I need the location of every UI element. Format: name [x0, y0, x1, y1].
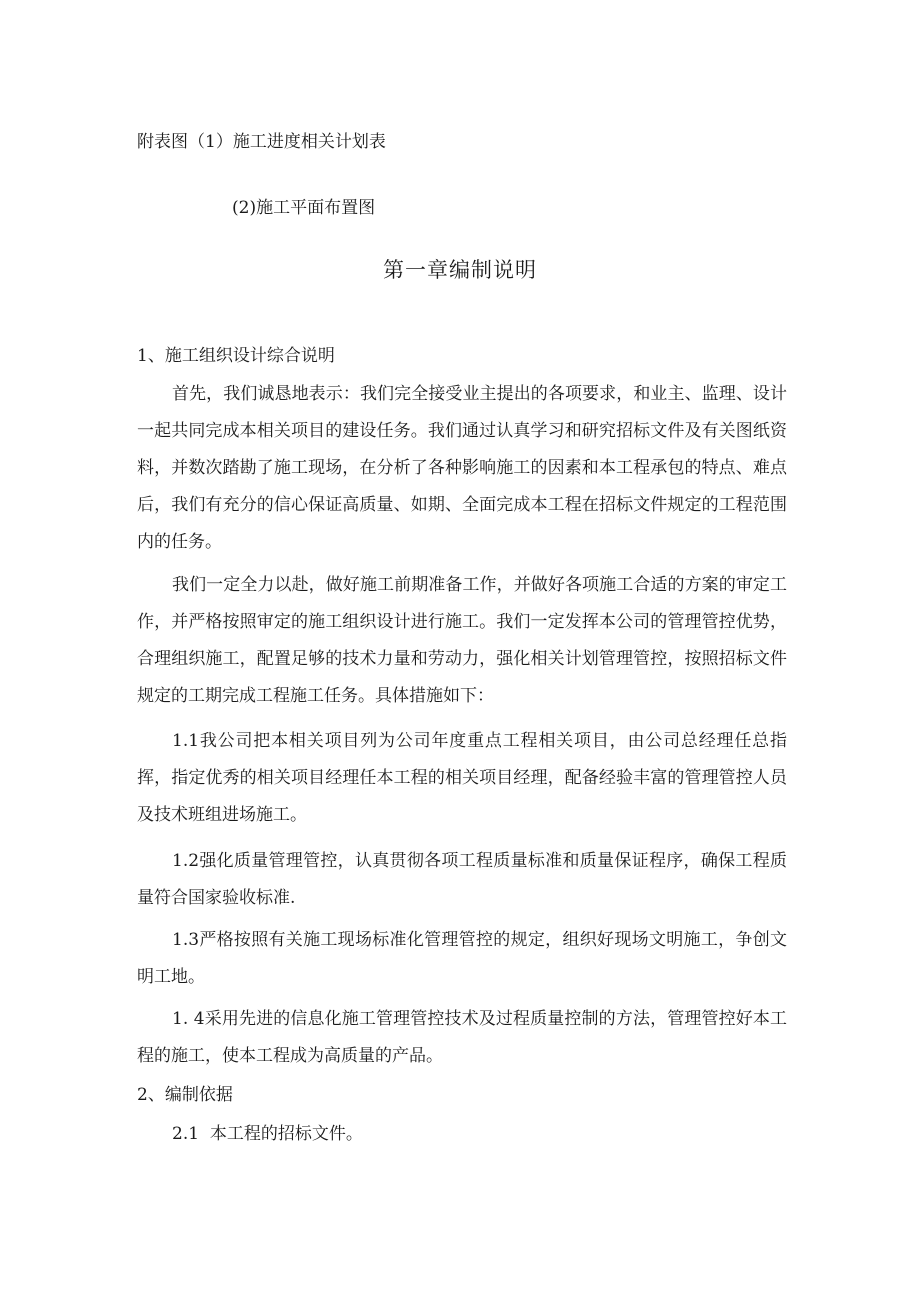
item-2-1: 2.1 本工程的招标文件。 [172, 1124, 363, 1144]
item-1-1: 1.1我公司把本相关项目列为公司年度重点工程相关项目，由公司总经理任总指挥，指定优秀的相关项目经理任本工程的相关项目经理，配备经验丰富的管理管控人员及技术班组进场施工。 [137, 731, 787, 825]
chapter-title: 第一章编制说明 [383, 258, 537, 282]
section-1-heading: 1、施工组织设计综合说明 [137, 346, 335, 366]
item-1-2: 1.2强化质量管理管控，认真贯彻各项工程质量标准和质量保证程序，确保工程质量符合国家验收标准. [137, 851, 787, 908]
item-1-3: 1.3严格按照有关施工现场标准化管理管控的规定，组织好现场文明施工，争创文明工地。 [137, 930, 787, 987]
section-1-paragraph-2: 我们一定全力以赴，做好施工前期准备工作，并做好各项施工合适的方案的审定工作，并严格按照审定的施工组织设计进行施工。我们一定发挥本公司的管理管控优势，合理组织施工，配置足够的技术力量和劳动力，强化相关计划管理管控，按照招标文件规定的工期完成工程施工任务。具体措施如下： [137, 575, 787, 706]
item-1-4: 1. 4采用先进的信息化施工管理管控技术及过程质量控制的方法，管理管控好本工程的施工，使本工程成为高质量的产品。 [137, 1009, 787, 1066]
section-2-heading: 2、编制依据 [137, 1085, 233, 1105]
appendix-line-1: 附表图（1）施工进度相关计划表 [137, 132, 386, 152]
section-1-paragraph-1: 首先，我们诚恳地表示：我们完全接受业主提出的各项要求，和业主、监理、设计一起共同完成本相关项目的建设任务。我们通过认真学习和研究招标文件及有关图纸资料，并数次踏勘了施工现场，在分析了各种影响施工的因素和本工程承包的特点、难点后，我们有充分的信心保证高质量、如期、全面完成本工程在招标文件规定的工程范围内的任务。 [137, 384, 787, 552]
appendix-line-2: (2)施工平面布置图 [232, 198, 376, 218]
